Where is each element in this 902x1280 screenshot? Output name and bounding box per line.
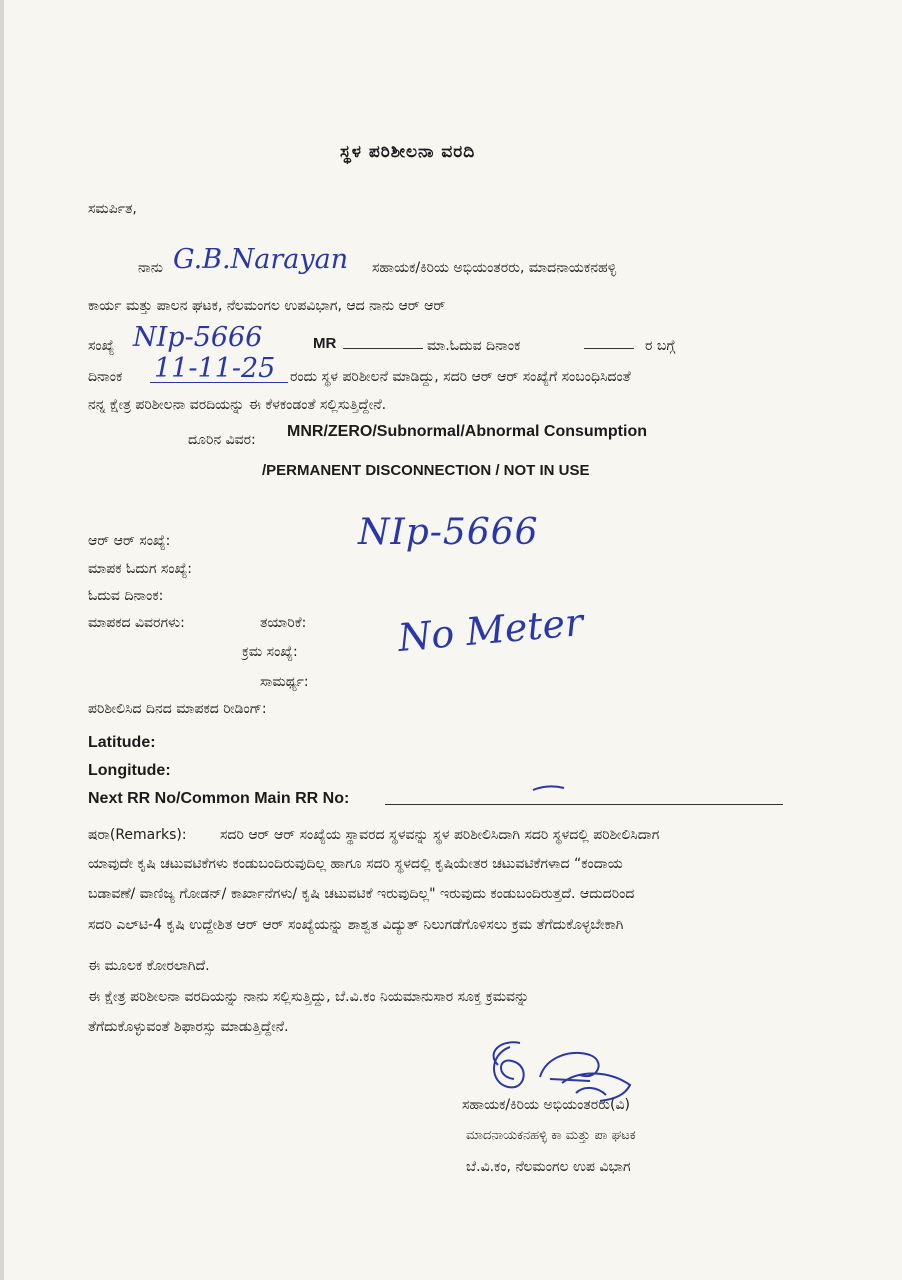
- intro-line3-prefix: ಸಂಖ್ಯೆ: [88, 338, 115, 354]
- field-capacity: ಸಾಮರ್ಥ್ಯ:: [260, 674, 309, 690]
- intro-line3-mid: ಮಾ.ಓದುವ ದಿನಾಂಕ: [427, 338, 521, 354]
- complaint-type-2: /PERMANENT DISCONNECTION / NOT IN USE: [262, 462, 590, 479]
- handwritten-date: 11-11-25: [154, 353, 276, 384]
- handwritten-no-meter: No Meter: [396, 599, 585, 660]
- date-underline: [150, 382, 288, 383]
- field-meter-details: ಮಾಪಕದ ವಿವರಗಳು:: [88, 615, 185, 631]
- field-rr-number: ಆರ್ ಆರ್ ಸಂಖ್ಯೆ:: [88, 533, 171, 549]
- field-serial-number: ಕ್ರಮ ಸಂಖ್ಯೆ:: [242, 644, 298, 660]
- intro-line4-suffix: ರಂದು ಸ್ಥಳ ಪರಿಶೀಲನೆ ಮಾಡಿದ್ದು, ಸದರಿ ಆರ್ ಆರ್ ಸಂಖ್ಯೆಗೆ ಸಂಬಂಧಿಸಿದಂತೆ: [290, 369, 631, 385]
- handwritten-rr-number: NIp-5666: [133, 322, 263, 353]
- blank-line-date: [584, 348, 634, 349]
- field-meter-reading-number: ಮಾಪಕ ಓದುಗ ಸಂಖ್ಯೆ:: [88, 561, 192, 577]
- intro-line1-suffix: ಸಹಾಯಕ/ಕಿರಿಯ ಅಭಿಯಂತರರು, ಮಾದನಾಯಕನಹಳ್ಳಿ: [372, 260, 617, 276]
- remarks-line7: ತೆಗೆದುಕೊಳ್ಳುವಂತೆ ಶಿಫಾರಸ್ಸು ಮಾಡುತ್ತಿದ್ದೇನೆ.: [88, 1019, 289, 1035]
- blank-line-mr: [343, 348, 423, 349]
- intro-line1-prefix: ನಾನು: [138, 260, 163, 276]
- remarks-line6: ಈ ಕ್ಷೇತ್ರ ಪರಿಶೀಲನಾ ವರದಿಯನ್ನು ನಾನು ಸಲ್ಲಿಸುತ್ತಿದ್ದು, ಬೆ.ವಿ.ಕಂ ನಿಯಮಾನುಸಾರ ಸೂಕ್ತ ಕ್ರಮವನ್ನು: [88, 989, 530, 1005]
- intro-line3-suffix: ರ ಬಗ್ಗೆ: [645, 338, 676, 354]
- intro-line3-mr: MR: [313, 335, 337, 352]
- remarks-line2: ಯಾವುದೇ ಕೃಷಿ ಚಟುವಟಿಕೆಗಳು ಕಂಡುಬಂದಿರುವುದಿಲ್ಲ ಹಾಗೂ ಸದರಿ ಸ್ಥಳದಲ್ಲಿ ಕೃಷಿಯೇತರ ಚಟುವಟಿಕೆಗಳಾದ “ಕಂದಾಯ: [88, 856, 623, 872]
- remarks-line3: ಬಡಾವಣೆ/ ವಾಣಿಜ್ಯ ಗೋಡನ್/ ಕಾರ್ಖಾನೆಗಳು/ ಕೃಷಿ ಚಟುವಟಿಕೆ ಇರುವುದಿಲ್ಲ" ಇರುವುದು ಕಂಡುಬಂದಿರುತ್ತದೆ. ಆದುದರಿಂದ: [88, 886, 635, 902]
- scan-left-edge: [0, 0, 4, 1280]
- remarks-line1: ಸದರಿ ಆರ್ ಆರ್ ಸಂಖ್ಯೆಯ ಸ್ಥಾವರದ ಸ್ಥಳವನ್ನು ಸ್ಥಳ ಪರಿಶೀಲಿಸಿದಾಗಿ ಸದರಿ ಸ್ಥಳದಲ್ಲಿ ಪರಿಶೀಲಿಸಿದಾಗ: [220, 827, 660, 843]
- remarks-line5: ಈ ಮೂಲಕ ಕೋರಲಾಗಿದೆ.: [88, 958, 210, 974]
- field-next-rr-number: Next RR No/Common Main RR No:: [88, 790, 350, 807]
- complaint-type: MNR/ZERO/Subnormal/Abnormal Consumption: [287, 423, 647, 440]
- remarks-label: ಷರಾ(Remarks):: [88, 827, 187, 843]
- pen-mark: [530, 782, 570, 796]
- field-reading-date: ಓದುವ ದಿನಾಂಕ:: [88, 588, 164, 604]
- report-title: ಸ್ಥಳ ಪರಿಶೀಲನಾ ವರದಿ: [340, 142, 476, 162]
- signatory-division: ಬೆ.ವಿ.ಕಂ, ನೆಲಮಂಗಲ ಉಪ ವಿಭಾಗ: [466, 1159, 631, 1175]
- next-rr-blank-line: [385, 804, 783, 805]
- field-make: ತಯಾರಿಕೆ:: [260, 615, 307, 631]
- signatory-unit: ಮಾದನಾಯಕನಹಳ್ಳಿ ಕಾ ಮತ್ತು ಪಾ ಘಟಕ: [466, 1128, 636, 1143]
- intro-line5: ನನ್ನ ಕ್ಷೇತ್ರ ಪರಿಶೀಲನಾ ವರದಿಯನ್ನು ಈ ಕೆಳಕಂಡಂತೆ ಸಲ್ಲಿಸುತ್ತಿದ್ದೇನೆ.: [88, 397, 387, 413]
- field-latitude: Latitude:: [88, 734, 156, 751]
- field-longitude: Longitude:: [88, 762, 171, 779]
- handwritten-rr-value: NIp-5666: [358, 512, 539, 553]
- handwritten-name: G.B.Narayan: [173, 244, 349, 275]
- remarks-line4: ಸದರಿ ಎಲ್‌ಟಿ-4 ಕೃಷಿ ಉದ್ದೇಶಿತ ಆರ್ ಆರ್ ಸಂಖ್ಯೆಯನ್ನು ಶಾಶ್ವತ ವಿದ್ಯುತ್ ನಿಲುಗಡೆಗೊಳಿಸಲು ಕ್ರಮ ತೆಗೆದುಕೊಳ್ಳಬೇಕಾಗಿ: [88, 917, 624, 933]
- signatory-designation: ಸಹಾಯಕ/ಕಿರಿಯ ಅಭಿಯಂತರರು(ವಿ): [462, 1097, 630, 1113]
- field-inspection-reading: ಪರಿಶೀಲಿಸಿದ ದಿನದ ಮಾಪಕದ ರೀಡಿಂಗ್:: [88, 701, 267, 717]
- salutation: ಸಮರ್ಪಿತ,: [88, 201, 137, 217]
- complaint-label: ದೂರಿನ ವಿವರ:: [188, 432, 256, 448]
- intro-line4-prefix: ದಿನಾಂಕ: [88, 369, 123, 385]
- intro-line2: ಕಾರ್ಯ ಮತ್ತು ಪಾಲನ ಘಟಕ, ನೆಲಮಂಗಲ ಉಪವಿಭಾಗ, ಆದ ನಾನು ಆರ್ ಆರ್: [88, 298, 446, 314]
